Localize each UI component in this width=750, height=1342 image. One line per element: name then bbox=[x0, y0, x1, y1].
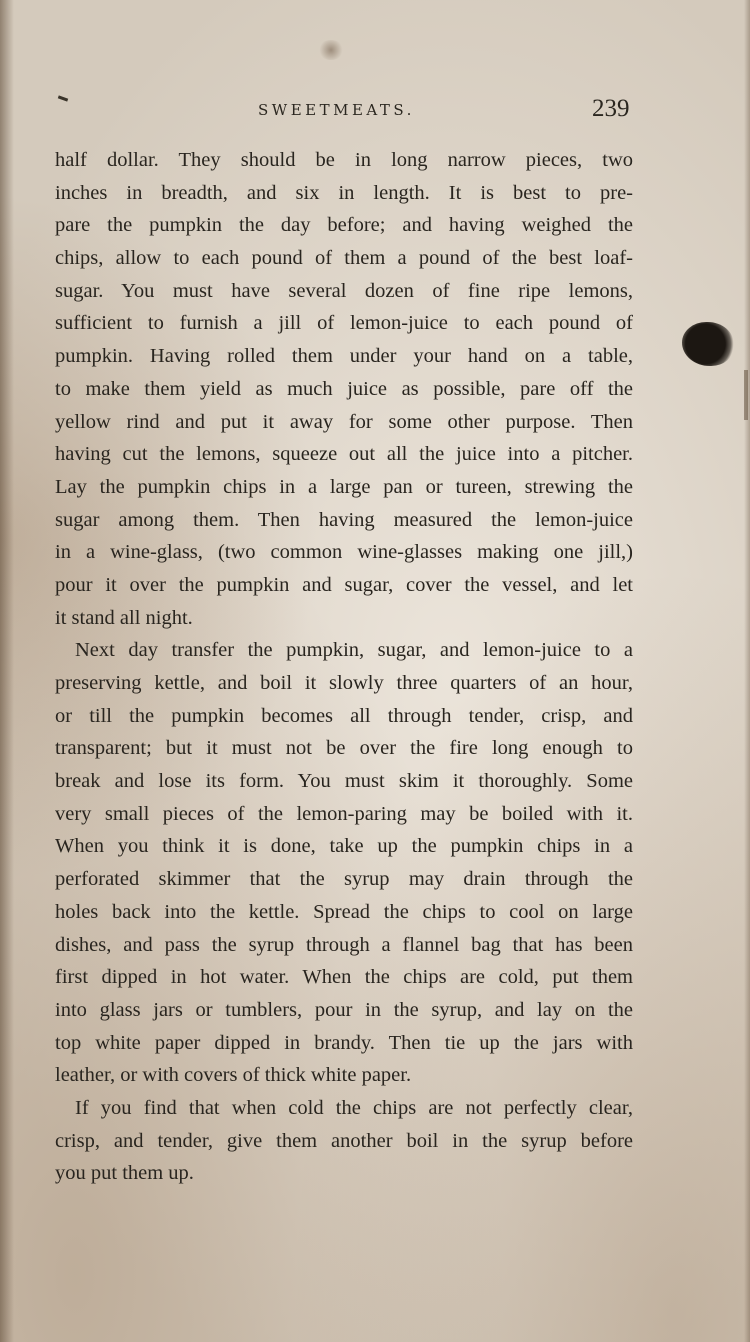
text-line: dishes, and pass the syrup through a flannel bag that has been bbox=[55, 933, 633, 956]
ink-blot bbox=[682, 322, 734, 366]
text-line: sufficient to furnish a jill of lemon-juice to each pound of bbox=[55, 312, 633, 335]
text-line: pour it over the pumpkin and sugar, cover the vessel, and let bbox=[55, 573, 633, 596]
text-line: first dipped in hot water. When the chips are cold, put them bbox=[55, 966, 633, 989]
text-line: to make them yield as much juice as possible, pare off the bbox=[55, 377, 633, 400]
page-number: 239 bbox=[592, 95, 630, 122]
text-line: yellow rind and put it away for some other purpose. Then bbox=[55, 410, 633, 433]
paper-stain bbox=[318, 40, 344, 60]
text-line: having cut the lemons, squeeze out all the juice into a pitcher. bbox=[55, 443, 633, 466]
text-body bbox=[55, 144, 633, 1190]
text-line: Lay the pumpkin chips in a large pan or tureen, strewing the bbox=[55, 475, 633, 498]
text-line: preserving kettle, and boil it slowly three quarters of an hour, bbox=[55, 672, 633, 694]
page-edge-mark bbox=[744, 370, 748, 420]
text-line: sugar among them. Then having measured the lemon-juice bbox=[55, 508, 633, 531]
text-line: perforated skimmer that the syrup may drain through the bbox=[55, 868, 633, 891]
text-line: transparent; but it must not be over the fire long enough to bbox=[55, 737, 633, 760]
text-line: sugar. You must have several dozen of fine ripe lemons, bbox=[55, 279, 633, 302]
text-line: holes back into the kettle. Spread the chips to cool on large bbox=[55, 900, 633, 923]
text-line: half dollar. They should be in long narrow pieces, two bbox=[55, 149, 633, 171]
text-line: If you find that when cold the chips are not perfectly clear, bbox=[75, 1096, 633, 1119]
running-header bbox=[0, 95, 750, 129]
text-line: or till the pumpkin becomes all through tender, crisp, and bbox=[55, 704, 633, 727]
text-line: in a wine-glass, (two common wine-glasses making one jill,) bbox=[55, 541, 633, 564]
text-line: very small pieces of the lemon-paring may be boiled with it. bbox=[55, 802, 633, 825]
text-line: it stand all night. bbox=[55, 606, 193, 629]
text-line: top white paper dipped in brandy. Then tie up the jars with bbox=[55, 1031, 633, 1054]
text-line: Next day transfer the pumpkin, sugar, and lemon-juice to a bbox=[75, 639, 633, 662]
ink-mark bbox=[58, 95, 68, 101]
text-line: you put them up. bbox=[55, 1162, 194, 1185]
text-line: pare the pumpkin the day before; and having weighed the bbox=[55, 214, 633, 237]
text-line: inches in breadth, and six in length. It is best to pre- bbox=[55, 181, 633, 204]
text-line: pumpkin. Having rolled them under your hand on a table, bbox=[55, 345, 633, 368]
text-line: leather, or with covers of thick white paper. bbox=[55, 1064, 412, 1087]
paragraph-2 bbox=[55, 634, 633, 1092]
text-line: break and lose its form. You must skim it thoroughly. Some bbox=[55, 770, 633, 793]
text-line: into glass jars or tumblers, pour in the syrup, and lay on the bbox=[55, 998, 633, 1021]
text-line: crisp, and tender, give them another boil in the syrup before bbox=[55, 1129, 633, 1152]
paragraph-3 bbox=[55, 1092, 633, 1190]
text-line: chips, allow to each pound of them a pound of the best loaf- bbox=[55, 247, 633, 270]
text-line: When you think it is done, take up the pumpkin chips in a bbox=[55, 835, 633, 858]
running-title: SWEETMEATS. bbox=[258, 101, 415, 119]
paragraph-1 bbox=[55, 144, 633, 634]
